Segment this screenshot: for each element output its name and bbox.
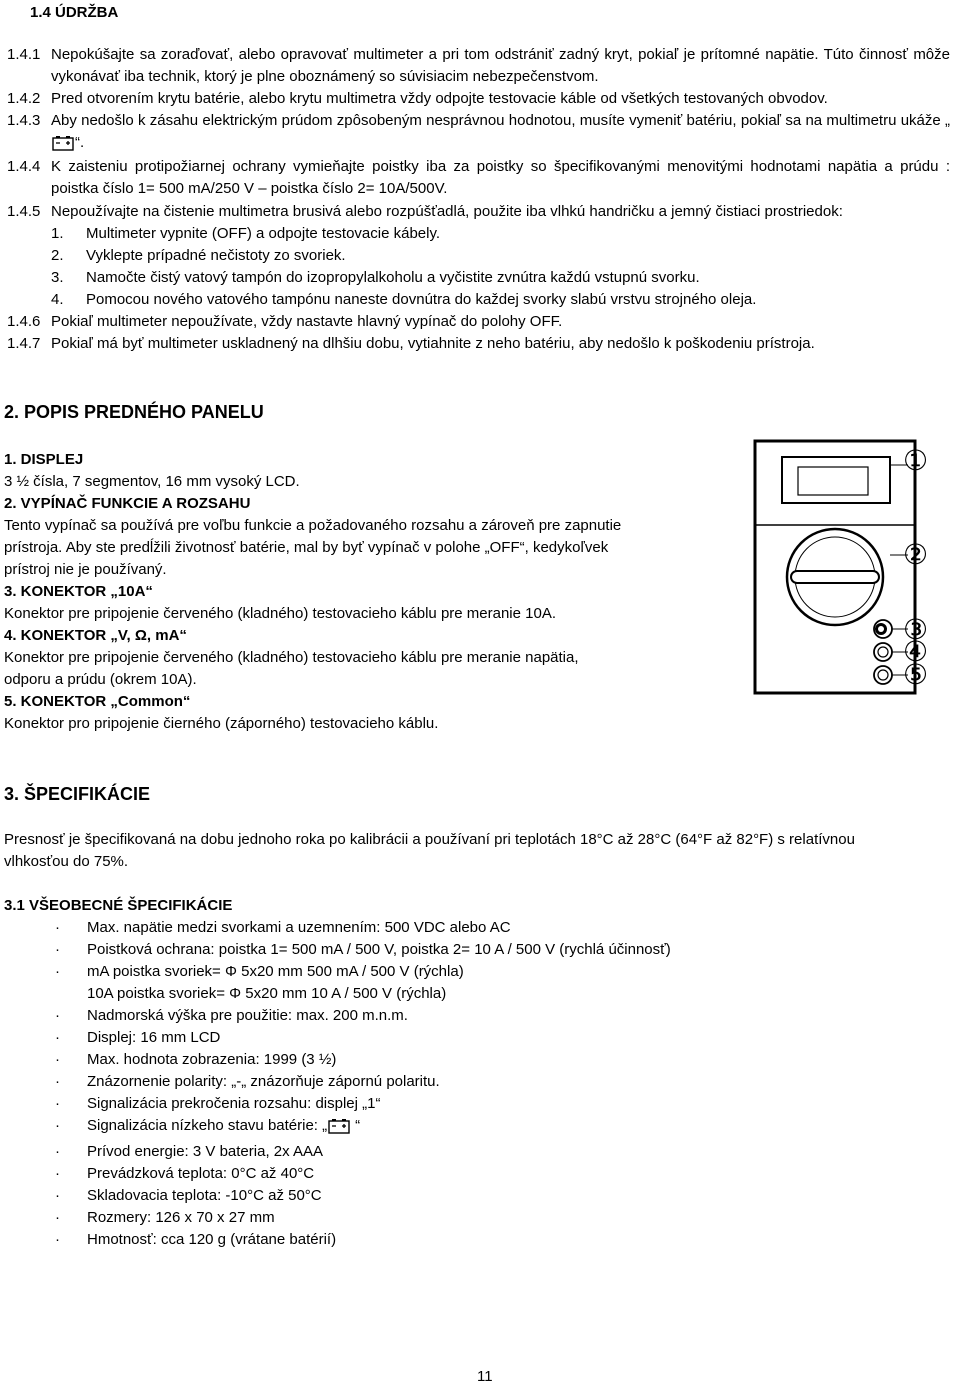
step-number: 2. bbox=[51, 247, 64, 264]
display-heading: 1. DISPLEJ bbox=[4, 451, 84, 468]
spec-item: Signalizácia nízkeho stavu batérie: „ “ bbox=[87, 1117, 361, 1134]
spec-bullet: · bbox=[55, 941, 60, 958]
connector-common-heading: 5. KONEKTOR „Common“ bbox=[4, 693, 191, 710]
spec-bullet: · bbox=[55, 1007, 60, 1024]
section-1-4-title: 1.4 ÚDRŽBA bbox=[30, 4, 119, 21]
spec-bullet: · bbox=[55, 919, 60, 936]
spec-item: mA poistka svoriek= Φ 5x20 mm 500 mA / 500 V (rýchla) bbox=[87, 963, 464, 980]
connector-v-text-line: Konektor pre pripojenie červeného (kladného) testovacieho káblu pre meranie napätia, bbox=[4, 649, 579, 666]
step-number: 3. bbox=[51, 269, 64, 286]
section-3-title: 3. ŠPECIFIKÁCIE bbox=[4, 784, 151, 804]
item-text: K zaisteniu protipožiarnej ochrany vymieňajte poistky iba za poistky so špecifikovanými menovitými hodnotami napätia a prúdu : poistka číslo 1= 500 mA/250 V – poistka číslo 2= 10A/500V. bbox=[51, 158, 950, 197]
spec-bullet: · bbox=[55, 1165, 60, 1182]
switch-text-line: prístroj nie je používaný. bbox=[4, 561, 167, 578]
battery-icon bbox=[327, 1118, 351, 1134]
item-number: 1.4.3 bbox=[7, 112, 41, 129]
callout-3: ③ bbox=[903, 614, 929, 645]
step-text: Vyklepte prípadné nečistoty zo svoriek. bbox=[86, 247, 346, 264]
connector-v-text-line: odporu a prúdu (okrem 10A). bbox=[4, 671, 197, 688]
spec-item: Signalizácia prekročenia rozsahu: displej „1“ bbox=[87, 1095, 381, 1112]
item-text: Pokiaľ má byť multimeter uskladnený na dlhšiu dobu, vytiahnite z neho batériu, aby nedošlo k poškodeniu prístroja. bbox=[51, 335, 815, 352]
spec-bullet: · bbox=[55, 1187, 60, 1204]
spec-item: Poistková ochrana: poistka 1= 500 mA / 500 V, poistka 2= 10 A / 500 V (rychlá účinnosť) bbox=[87, 941, 671, 958]
connector-10a-heading: 3. KONEKTOR „10A“ bbox=[4, 583, 153, 600]
item-number: 1.4.7 bbox=[7, 335, 41, 352]
callout-4: ④ bbox=[903, 636, 929, 667]
spec-bullet: · bbox=[55, 1095, 60, 1112]
spec-bullet: · bbox=[55, 1143, 60, 1160]
callout-1: ① bbox=[903, 445, 929, 476]
section-2-title: 2. POPIS PREDNÉHO PANELU bbox=[4, 402, 264, 422]
step-text: Pomocou nového vatového tampónu naneste dovnútra do každej svorky slabú vrstvu strojného oleja. bbox=[86, 291, 757, 308]
spec-bullet: · bbox=[55, 1073, 60, 1090]
display-text: 3 ½ čísla, 7 segmentov, 16 mm vysoký LCD. bbox=[4, 473, 300, 490]
spec-bullet: · bbox=[55, 963, 60, 980]
spec-item: Znázornenie polarity: „-„ znázorňuje zápornú polaritu. bbox=[87, 1073, 440, 1090]
battery-icon bbox=[51, 135, 75, 151]
connector-v-heading: 4. KONEKTOR „V, Ω, mA“ bbox=[4, 627, 187, 644]
item-number: 1.4.4 bbox=[7, 158, 41, 175]
spec-intro-line: vlhkosťou do 75%. bbox=[4, 853, 129, 870]
spec-item: Skladovacia teplota: -10°C až 50°C bbox=[87, 1187, 322, 1204]
spec-bullet: · bbox=[55, 1117, 60, 1134]
item-text: Nepokúšajte sa zoraďovať, alebo opravovať multimeter a pri tom odstrániť zadný kryt, pokiaľ je prítomné napätie. Túto činnosť môže vykonávať iba technik, ktorý je plne oboznámený so súvisiacim nebezpečenstvom. bbox=[51, 46, 950, 85]
switch-text-line: Tento vypínač sa používá pre voľbu funkcie a požadovaného rozsahu a zároveň pre zapnutie bbox=[4, 517, 622, 534]
item-number: 1.4.2 bbox=[7, 90, 41, 107]
spec-item: Rozmery: 126 x 70 x 27 mm bbox=[87, 1209, 275, 1226]
step-number: 1. bbox=[51, 225, 64, 242]
spec-item: Displej: 16 mm LCD bbox=[87, 1029, 221, 1046]
spec-item: Nadmorská výška pre použitie: max. 200 m.n.m. bbox=[87, 1007, 408, 1024]
spec-item: Max. napätie medzi svorkami a uzemnením: 500 VDC alebo AC bbox=[87, 919, 511, 936]
connector-common-text: Konektor pro pripojenie čierného (záporného) testovacieho káblu. bbox=[4, 715, 439, 732]
spec-item: Max. hodnota zobrazenia: 1999 (3 ½) bbox=[87, 1051, 337, 1068]
switch-text-line: prístroja. Aby ste predĺžili životnosť batérie, mal by byť vypínač v polohe „OFF“, kedykoľvek bbox=[4, 539, 609, 556]
step-text: Multimeter vypnite (OFF) a odpojte testovacie kábely. bbox=[86, 225, 441, 242]
callout-5: ⑤ bbox=[903, 659, 929, 690]
spec-item: 10A poistka svoriek= Φ 5x20 mm 10 A / 500 V (rýchla) bbox=[87, 985, 447, 1002]
spec-item: Prevádzková teplota: 0°C až 40°C bbox=[87, 1165, 315, 1182]
step-text: Namočte čistý vatový tampón do izopropylalkoholu a vyčistite zvnútra každú vstupnú svorku. bbox=[86, 269, 700, 286]
spec-bullet: · bbox=[55, 1209, 60, 1226]
spec-bullet: · bbox=[55, 1029, 60, 1046]
connector-10a-text: Konektor pre pripojenie červeného (kladného) testovacieho káblu pre meranie 10A. bbox=[4, 605, 557, 622]
spec-intro-line: Presnosť je špecifikovaná na dobu jednoho roka po kalibrácii a používaní pri teplotách 18°C až 28°C (64°F až 82°F) s relatívnou bbox=[4, 831, 855, 848]
page-number: 11 bbox=[477, 1368, 493, 1385]
item-text: Nepoužívajte na čistenie multimetra brusivá alebo rozpúšťadlá, použite iba vlhkú handričku a jemný čistiaci prostriedok: bbox=[51, 203, 843, 220]
spec-bullet: · bbox=[55, 1051, 60, 1068]
switch-heading: 2. VYPÍNAČ FUNKCIE A ROZSAHU bbox=[4, 495, 251, 512]
item-number: 1.4.5 bbox=[7, 203, 41, 220]
item-text: Pred otvorením krytu batérie, alebo krytu multimetra vždy odpojte testovacie káble od všetkých testovaných obvodov. bbox=[51, 90, 828, 107]
spec-bullet: · bbox=[55, 1231, 60, 1248]
step-number: 4. bbox=[51, 291, 64, 308]
item-number: 1.4.1 bbox=[7, 46, 41, 63]
item-text: Aby nedošlo k zásahu elektrickým prúdom zpôsobeným nesprávnou hodnotou, musíte vymeniť batériu, pokiaľ sa na multimetru ukáže „“. bbox=[51, 112, 950, 151]
item-number: 1.4.6 bbox=[7, 313, 41, 330]
callout-2: ② bbox=[903, 539, 929, 570]
general-specs-heading: 3.1 VŠEOBECNÉ ŠPECIFIKÁCIE bbox=[4, 897, 233, 914]
spec-item: Hmotnosť: cca 120 g (vrátane batérií) bbox=[87, 1231, 337, 1248]
spec-item: Prívod energie: 3 V bateria, 2x AAA bbox=[87, 1143, 323, 1160]
item-text: Pokiaľ multimeter nepoužívate, vždy nastavte hlavný vypínač do polohy OFF. bbox=[51, 313, 563, 330]
